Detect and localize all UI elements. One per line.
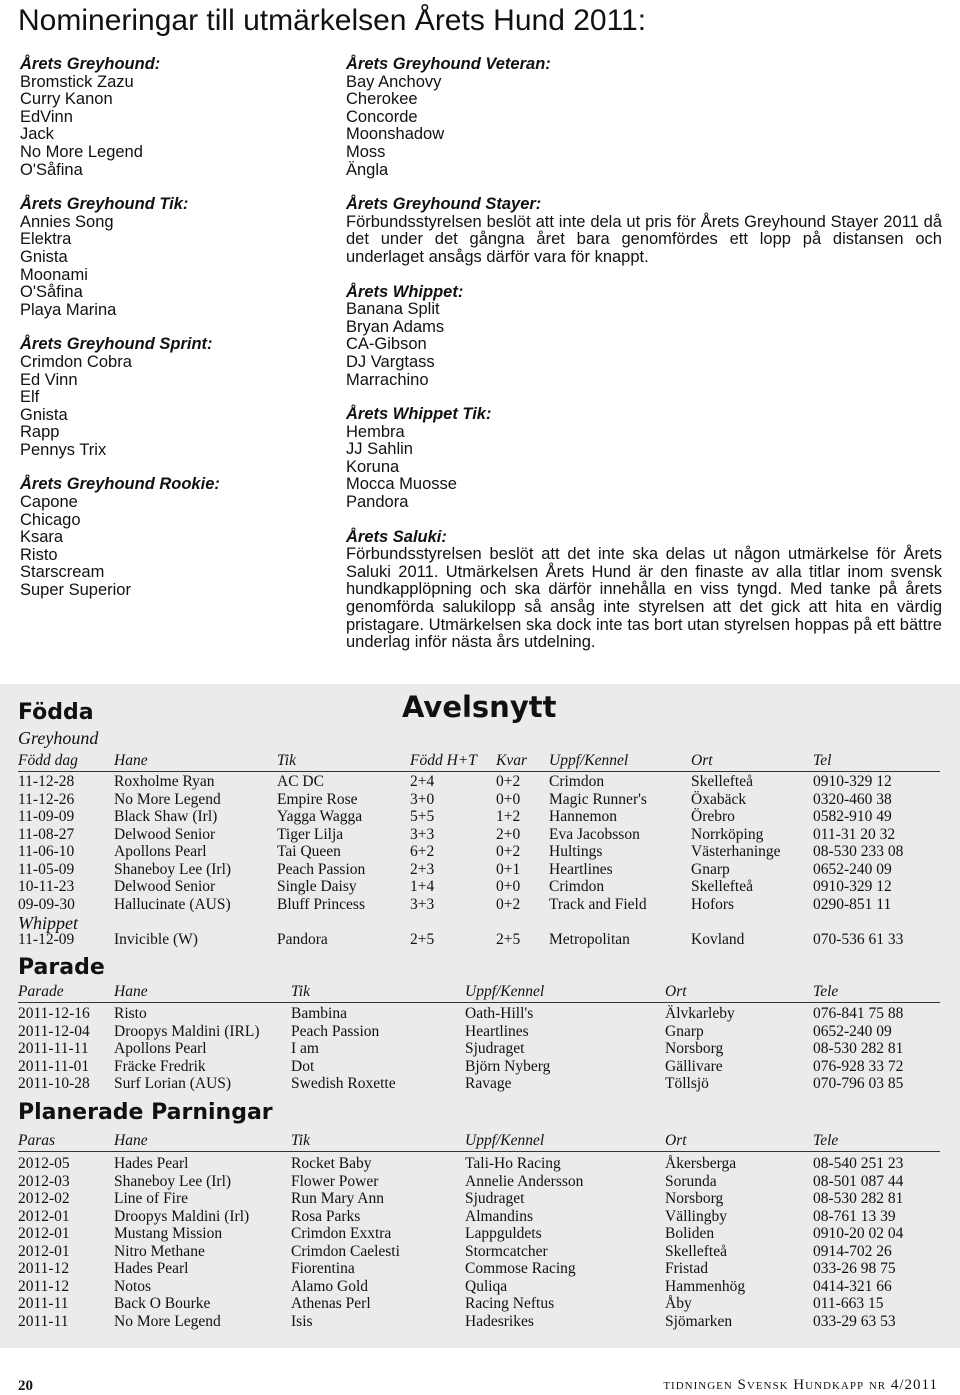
table-row: [0, 1243, 960, 1261]
fodda-column-header: Kvar: [496, 752, 527, 769]
table-cell: Heartlines: [465, 1022, 529, 1040]
page-footer: [0, 1348, 960, 1395]
category-heading: Årets Saluki:: [346, 527, 447, 546]
nominee-name: Capone: [20, 493, 78, 512]
nominee-name: Curry Kanon: [20, 90, 113, 109]
table-cell: Fiorentina: [291, 1260, 355, 1277]
table-cell: Bambina: [291, 1005, 347, 1022]
table-cell: Track and Field: [549, 895, 647, 913]
table-cell: Fräcke Fredrik: [114, 1057, 206, 1075]
greyhound-subheading: Greyhound: [18, 728, 99, 748]
table-cell: Invicible (W): [114, 931, 198, 948]
fodda-column-header: Hane: [114, 752, 148, 769]
table-cell: Älvkarleby: [665, 1005, 735, 1022]
nomination-group: [346, 529, 942, 652]
table-cell: 11-08-27: [18, 825, 75, 843]
table-cell: Rocket Baby: [291, 1155, 372, 1172]
table-cell: 0910-20 02 04: [813, 1225, 904, 1242]
table-row: [0, 773, 960, 791]
nomination-group: [20, 196, 320, 319]
table-cell: Hannemon: [549, 808, 618, 825]
nominee-name: Super Superior: [20, 581, 131, 600]
parade-column-header: Tele: [813, 983, 839, 1000]
table-cell: Crimdon Exxtra: [291, 1225, 392, 1242]
nominee-name: Ksara: [20, 528, 64, 547]
table-cell: 2011-11: [18, 1295, 69, 1312]
table-cell: Droopys Maldini (Irl): [114, 1207, 250, 1225]
fodda-column-header: Tel: [813, 752, 832, 769]
table-cell: 3+3: [410, 825, 435, 843]
nominations-right-column: [346, 56, 942, 669]
nominee-name: Cherokee: [346, 90, 418, 109]
category-heading: Årets Greyhound Veteran:: [346, 55, 551, 73]
table-cell: Åby: [665, 1295, 692, 1312]
planerade-heading: Planerade Parningar: [18, 1100, 273, 1125]
table-cell: Sjudraget: [465, 1190, 525, 1207]
nominee-name: Pennys Trix: [20, 440, 107, 459]
nominee-name: Moss: [346, 142, 386, 161]
table-row: [0, 1190, 960, 1208]
table-cell: Quliqa: [465, 1277, 508, 1295]
fodda-heading: Födda: [18, 700, 94, 725]
table-cell: 2012-01: [18, 1225, 70, 1242]
table-cell: 11-12-28: [18, 773, 75, 790]
table-cell: Västerhaninge: [691, 843, 781, 860]
table-cell: Athenas Perl: [291, 1295, 371, 1312]
table-row: [0, 878, 960, 896]
table-row: [0, 896, 960, 914]
table-row: [0, 791, 960, 809]
table-cell: Almandins: [465, 1207, 534, 1225]
parade-column-header: Hane: [114, 983, 148, 1000]
table-cell: 2011-10-28: [18, 1075, 90, 1092]
table-row: [0, 931, 960, 949]
parade-header-row: [0, 983, 960, 1001]
table-row: [0, 1225, 960, 1243]
planerade-header-divider: [18, 1151, 940, 1152]
table-cell: 1+4: [410, 878, 435, 895]
table-cell: Delwood Senior: [114, 825, 216, 843]
table-cell: 2012-02: [18, 1190, 70, 1207]
table-cell: Empire Rose: [277, 790, 358, 808]
category-statement: Förbundsstyrelsen beslöt att inte dela ut pris för Årets Greyhound Stayer 2011 då det under det gångna året bara genomfördes ett lopp på distansen och underlaget ansågs därför vara för knappt.: [346, 212, 942, 266]
table-cell: 0320-460 38: [813, 790, 892, 808]
table-cell: 08-530 233 08: [813, 843, 904, 860]
planerade-column-header: Hane: [114, 1132, 148, 1149]
table-cell: Hades Pearl: [114, 1260, 189, 1277]
table-cell: Peach Passion: [277, 860, 366, 878]
nomination-group: [20, 56, 320, 179]
table-row: [0, 826, 960, 844]
table-cell: Eva Jacobsson: [549, 825, 640, 843]
table-cell: Roxholme Ryan: [114, 773, 215, 790]
table-cell: Crimdon: [549, 878, 605, 895]
table-cell: 11-12-09: [18, 931, 75, 948]
table-cell: Notos: [114, 1277, 152, 1295]
table-cell: Pandora: [277, 931, 328, 948]
table-cell: Oath-Hill's: [465, 1005, 534, 1022]
avelsnytt-title: Avelsnytt: [402, 690, 557, 724]
parade-heading: Parade: [18, 955, 105, 980]
table-cell: 11-12-26: [18, 790, 75, 808]
table-cell: Hultings: [549, 843, 603, 860]
parade-column-header: Ort: [665, 983, 687, 1000]
table-cell: Magic Runner's: [549, 790, 647, 808]
table-cell: 6+2: [410, 843, 435, 860]
table-cell: Kovland: [691, 931, 745, 948]
category-heading: Årets Greyhound Rookie:: [20, 475, 220, 494]
table-cell: Peach Passion: [291, 1022, 380, 1040]
parade-column-header: Tik: [291, 983, 310, 1000]
table-cell: 3+0: [410, 790, 435, 808]
table-cell: Vällingby: [665, 1207, 727, 1225]
table-cell: 0414-321 66: [813, 1277, 892, 1295]
fodda-column-header: Född dag: [18, 752, 78, 769]
table-row: [0, 1005, 960, 1023]
table-cell: Örebro: [691, 808, 735, 825]
fodda-column-header: Uppf/Kennel: [549, 752, 629, 769]
table-cell: Droopys Maldini (IRL): [114, 1022, 260, 1040]
table-cell: Risto: [114, 1005, 147, 1022]
nominations-left-column: [20, 56, 320, 617]
table-cell: Shaneboy Lee (Irl): [114, 860, 232, 878]
table-cell: 2012-05: [18, 1155, 70, 1172]
planerade-header-row: [0, 1132, 960, 1150]
table-cell: 08-530 282 81: [813, 1190, 904, 1207]
table-row: [0, 1278, 960, 1296]
nominations-section: [0, 0, 960, 680]
table-cell: Gällivare: [665, 1057, 723, 1075]
table-cell: 2+4: [410, 773, 435, 790]
table-row: [0, 1155, 960, 1173]
nomination-group: [346, 196, 942, 266]
table-cell: Isis: [291, 1312, 313, 1330]
table-cell: Shaneboy Lee (Irl): [114, 1172, 232, 1190]
table-cell: 0910-329 12: [813, 878, 892, 895]
nominee-name: Chicago: [20, 510, 81, 529]
nominee-name: Annies Song: [20, 212, 114, 231]
table-cell: Single Daisy: [277, 878, 357, 895]
table-cell: Åkersberga: [665, 1155, 737, 1172]
table-cell: Tali-Ho Racing: [465, 1155, 561, 1172]
table-cell: 011-663 15: [813, 1295, 884, 1312]
table-cell: Hofors: [691, 895, 735, 913]
table-cell: 0+2: [496, 895, 521, 913]
nominee-name: Rapp: [20, 423, 60, 442]
category-statement: Förbundsstyrelsen beslöt att det inte ska delas ut någon utmärkelse för Årets Saluki 2011. Utmärkelsen Årets Hund är den finaste av alla titlar inom svensk hundkapplöpning och ska därför innehålla en viss tyngd. Med tanke på årets genomförda salukilopp så ansåg inte styrelsen att det gick att hita en värdig pristagare. Utmärkelsen ska dock inte tas bort utan styrelsen hoppas på ett bättre underlag inför nästa års utdelning.: [346, 545, 942, 652]
table-cell: 070-796 03 85: [813, 1075, 904, 1092]
nominee-name: No More Legend: [20, 142, 143, 161]
table-cell: Crimdon Caelesti: [291, 1242, 400, 1260]
nomination-group: [20, 476, 320, 599]
nominee-name: DJ Vargtass: [346, 352, 435, 371]
table-row: [0, 861, 960, 879]
table-cell: 0910-329 12: [813, 773, 892, 790]
nominee-name: Moonshadow: [346, 125, 445, 144]
nominee-name: Gnista: [20, 405, 68, 424]
table-cell: 033-29 63 53: [813, 1312, 896, 1330]
table-cell: 2011-11-01: [18, 1057, 90, 1075]
nomination-group: [346, 56, 942, 179]
table-cell: Alamo Gold: [291, 1277, 369, 1295]
table-cell: 1+2: [496, 808, 521, 825]
table-cell: Ravage: [465, 1075, 512, 1092]
category-heading: Årets Whippet:: [346, 282, 464, 301]
table-cell: Heartlines: [549, 860, 613, 878]
table-cell: Sorunda: [665, 1172, 717, 1190]
planerade-column-header: Tele: [813, 1132, 839, 1149]
table-cell: 0582-910 49: [813, 808, 892, 825]
table-cell: Skellefteå: [691, 878, 753, 895]
category-heading: Årets Greyhound Stayer:: [346, 195, 542, 214]
table-cell: 0290-851 11: [813, 895, 892, 913]
table-cell: Sjudraget: [465, 1040, 525, 1057]
table-cell: 08-761 13 39: [813, 1207, 896, 1225]
table-cell: Öxabäck: [691, 790, 747, 808]
table-cell: No More Legend: [114, 1312, 221, 1330]
table-cell: Gnarp: [665, 1022, 704, 1040]
table-cell: I am: [291, 1040, 319, 1057]
table-cell: Swedish Roxette: [291, 1075, 396, 1092]
table-cell: Stormcatcher: [465, 1242, 548, 1260]
table-cell: 2011-11: [18, 1312, 69, 1330]
table-cell: Hammenhög: [665, 1277, 746, 1295]
table-cell: Dot: [291, 1057, 315, 1075]
nominee-name: Risto: [20, 545, 58, 564]
table-row: [0, 1260, 960, 1278]
parade-column-header: Uppf/Kennel: [465, 983, 545, 1000]
table-cell: 0652-240 09: [813, 860, 892, 878]
table-cell: Skellefteå: [691, 773, 753, 790]
table-cell: Hallucinate (AUS): [114, 895, 231, 913]
fodda-column-header: Född H+T: [410, 752, 477, 769]
nominee-name: Bromstick Zazu: [20, 72, 134, 91]
nomination-group: [346, 406, 942, 512]
table-cell: Flower Power: [291, 1172, 379, 1190]
table-cell: 2011-12: [18, 1277, 70, 1295]
table-cell: Metropolitan: [549, 931, 630, 948]
table-cell: 0652-240 09: [813, 1022, 892, 1040]
table-cell: Apollons Pearl: [114, 843, 207, 860]
nominee-name: Crimdon Cobra: [20, 352, 132, 371]
table-cell: 5+5: [410, 808, 435, 825]
nominee-name: Playa Marina: [20, 300, 117, 319]
table-cell: 2+3: [410, 860, 435, 878]
fodda-column-header: Ort: [691, 752, 713, 769]
table-row: [0, 1058, 960, 1076]
table-cell: 2012-01: [18, 1207, 70, 1225]
table-cell: Run Mary Ann: [291, 1190, 384, 1207]
page-number: 20: [18, 1378, 33, 1394]
table-cell: Lappguldets: [465, 1225, 542, 1242]
table-cell: Delwood Senior: [114, 878, 216, 895]
table-cell: 0+1: [496, 860, 521, 878]
table-cell: Norrköping: [691, 825, 764, 843]
nomination-group: [346, 284, 942, 390]
table-cell: 011-31 20 32: [813, 825, 896, 843]
nominee-name: Gnista: [20, 247, 68, 266]
table-cell: 11-09-09: [18, 808, 75, 825]
table-cell: 070-536 61 33: [813, 931, 904, 948]
nominee-name: Moonami: [20, 265, 88, 284]
table-cell: Bluff Princess: [277, 895, 365, 913]
table-cell: 2012-03: [18, 1172, 70, 1190]
table-row: [0, 808, 960, 826]
table-cell: Tai Queen: [277, 843, 341, 860]
table-cell: Hadesrikes: [465, 1312, 534, 1330]
parade-column-header: Parade: [18, 983, 64, 1000]
table-cell: 10-11-23: [18, 878, 75, 895]
nominee-name: EdVinn: [20, 107, 73, 126]
nominee-name: CA-Gibson: [346, 335, 427, 354]
nominee-name: Marrachino: [346, 370, 429, 389]
category-heading: Årets Greyhound Sprint:: [20, 335, 213, 354]
nominee-name: Koruna: [346, 457, 400, 476]
table-cell: Yagga Wagga: [277, 808, 363, 825]
nominee-name: O'Såfina: [20, 283, 83, 302]
table-cell: Sjömarken: [665, 1312, 733, 1330]
fodda-header-divider: [18, 771, 940, 772]
nominee-name: Hembra: [346, 422, 405, 441]
table-cell: Surf Lorian (AUS): [114, 1075, 232, 1092]
table-cell: 11-06-10: [18, 843, 75, 860]
table-cell: Rosa Parks: [291, 1207, 361, 1225]
nominee-name: Ed Vinn: [20, 370, 78, 389]
table-cell: Norsborg: [665, 1040, 724, 1057]
planerade-column-header: Paras: [18, 1132, 56, 1149]
nominee-name: Mocca Muosse: [346, 475, 457, 494]
table-cell: Töllsjö: [665, 1075, 709, 1092]
nominee-name: Elf: [20, 388, 40, 407]
table-cell: Annelie Andersson: [465, 1172, 584, 1190]
table-cell: Line of Fire: [114, 1190, 189, 1207]
planerade-column-header: Uppf/Kennel: [465, 1132, 545, 1149]
table-cell: 2012-01: [18, 1242, 70, 1260]
table-cell: Back O Bourke: [114, 1295, 211, 1312]
nominee-name: Pandora: [346, 493, 409, 512]
table-cell: Crimdon: [549, 773, 605, 790]
planerade-column-header: Tik: [291, 1132, 310, 1149]
table-cell: 2+5: [410, 931, 435, 948]
table-cell: 076-841 75 88: [813, 1005, 904, 1022]
table-row: [0, 1313, 960, 1331]
fodda-column-header: Tik: [277, 752, 296, 769]
table-cell: Apollons Pearl: [114, 1040, 207, 1057]
table-cell: 08-530 282 81: [813, 1040, 904, 1057]
whippet-subheading: Whippet: [18, 913, 78, 933]
category-heading: Årets Greyhound:: [20, 55, 161, 73]
table-cell: Norsborg: [665, 1190, 724, 1207]
planerade-column-header: Ort: [665, 1132, 687, 1149]
table-cell: 3+3: [410, 895, 435, 913]
table-cell: 0+2: [496, 843, 521, 860]
table-cell: 08-540 251 23: [813, 1155, 904, 1172]
table-row: [0, 1208, 960, 1226]
nominee-name: Jack: [20, 125, 54, 144]
table-cell: 2011-12: [18, 1260, 70, 1277]
table-cell: Nitro Methane: [114, 1242, 205, 1260]
table-cell: Black Shaw (Irl): [114, 808, 218, 825]
magazine-name: tidningen Svensk Hundkapp nr 4/2011: [663, 1377, 938, 1393]
table-cell: 0+0: [496, 790, 521, 808]
table-cell: Fristad: [665, 1260, 709, 1277]
table-cell: Tiger Lilja: [277, 825, 344, 843]
table-cell: Hades Pearl: [114, 1155, 189, 1172]
table-cell: Björn Nyberg: [465, 1057, 551, 1075]
table-cell: No More Legend: [114, 790, 221, 808]
nominee-name: Starscream: [20, 563, 105, 582]
table-cell: 2+5: [496, 931, 521, 948]
table-cell: 2+0: [496, 825, 521, 843]
table-cell: Mustang Mission: [114, 1225, 223, 1242]
table-cell: 08-501 087 44: [813, 1172, 904, 1190]
table-cell: 09-09-30: [18, 895, 75, 913]
table-cell: AC DC: [277, 773, 324, 790]
table-cell: 2011-11-11: [18, 1040, 89, 1057]
table-cell: 0914-702 26: [813, 1242, 892, 1260]
table-row: [0, 1023, 960, 1041]
table-cell: Racing Neftus: [465, 1295, 555, 1312]
table-cell: 2011-12-16: [18, 1005, 90, 1022]
category-heading: Årets Whippet Tik:: [346, 405, 492, 424]
table-cell: 033-26 98 75: [813, 1260, 896, 1277]
table-row: [0, 1295, 960, 1313]
table-cell: 2011-12-04: [18, 1022, 90, 1040]
table-row: [0, 1075, 960, 1093]
nominee-name: Elektra: [20, 230, 72, 249]
nominee-name: Concorde: [346, 107, 418, 126]
nominee-name: O'Såfina: [20, 160, 83, 179]
nominee-name: Ängla: [346, 160, 389, 179]
avelsnytt-section: [0, 684, 960, 1348]
table-row: [0, 1173, 960, 1191]
table-cell: Gnarp: [691, 860, 730, 878]
category-heading: Årets Greyhound Tik:: [20, 195, 189, 214]
nominee-name: Bay Anchovy: [346, 72, 442, 91]
parade-header-divider: [18, 1002, 940, 1003]
nomination-group: [20, 336, 320, 459]
nominee-name: Bryan Adams: [346, 317, 445, 336]
table-cell: 11-05-09: [18, 860, 75, 878]
table-cell: 0+2: [496, 773, 521, 790]
table-cell: Boliden: [665, 1225, 715, 1242]
page-title: Nomineringar till utmärkelsen Årets Hund 2011:: [18, 4, 647, 37]
fodda-header-row: [0, 752, 960, 770]
table-cell: Skellefteå: [665, 1242, 727, 1260]
nominee-name: Banana Split: [346, 300, 440, 319]
table-row: [0, 1040, 960, 1058]
table-cell: 076-928 33 72: [813, 1057, 904, 1075]
nominee-name: JJ Sahlin: [346, 440, 413, 459]
table-cell: Commose Racing: [465, 1260, 576, 1277]
table-row: [0, 843, 960, 861]
table-cell: 0+0: [496, 878, 521, 895]
